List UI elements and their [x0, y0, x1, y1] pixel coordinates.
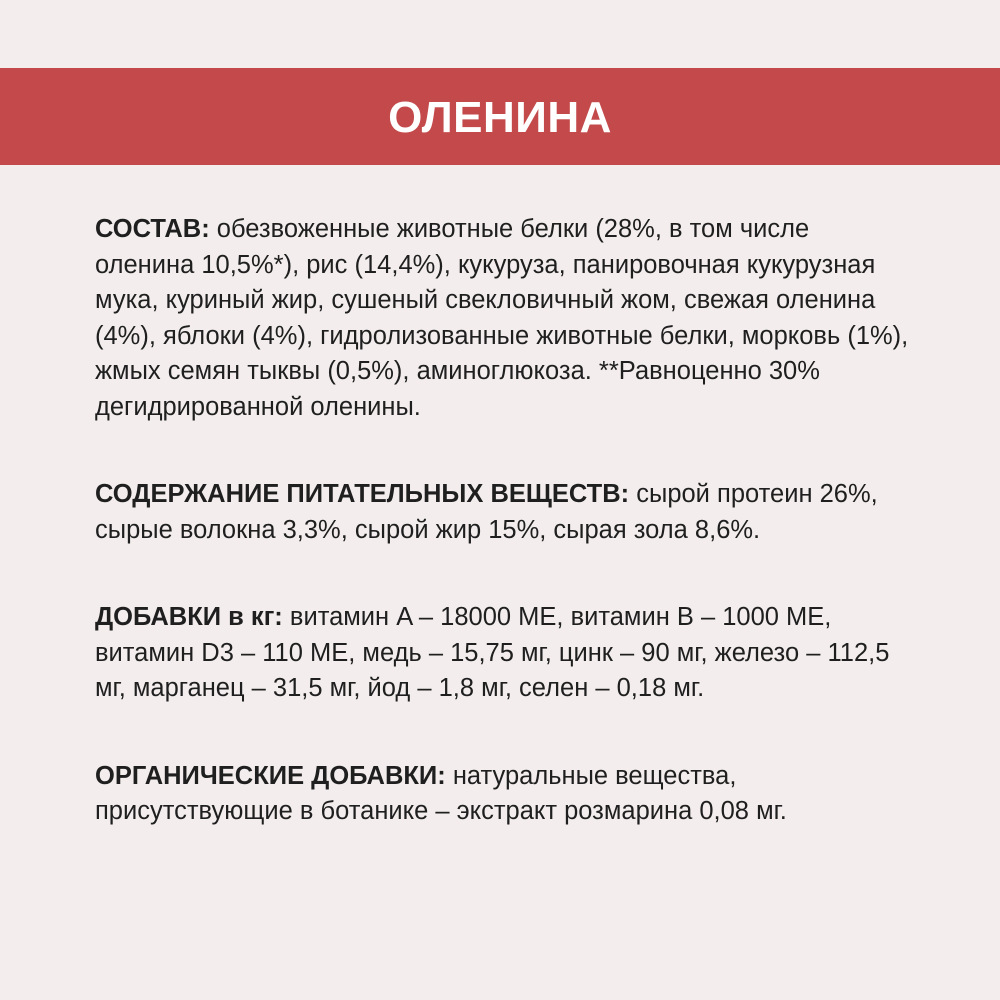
- organic-additives-section: [95, 759, 915, 830]
- title-banner: [0, 68, 1000, 165]
- organic-additives-label: ОРГАНИЧЕСКИЕ ДОБАВКИ:: [95, 761, 446, 790]
- page-title: ОЛЕНИНА: [388, 92, 612, 142]
- composition-label: СОСТАВ:: [95, 215, 210, 243]
- composition-section: [95, 212, 915, 425]
- additives-text: витамин A – 18000 ME, витамин B – 1000 ME, витамин D3 – 110 ME, медь – 15,75 мг, цинк – 90 мг, железо – 112,5 мг, марганец – 31,5 мг, йод – 1,8 мг, селен – 0,18 мг.: [95, 603, 890, 702]
- organic-additives-text: натуральные вещества, присутствующие в ботанике – экстракт розмарина 0,08 мг.: [95, 761, 787, 825]
- additives-label: ДОБАВКИ в кг:: [95, 603, 283, 631]
- nutrients-label: СОДЕРЖАНИЕ ПИТАТЕЛЬНЫХ ВЕЩЕСТВ:: [95, 480, 630, 508]
- composition-text: обезвоженные животные белки (28%, в том числе оленина 10,5%*), рис (14,4%), кукуруза, панировочная кукурузная мука, куриный жир, сушеный свекловичный жом, свежая оленина (4%), яблоки (4%), гидролизованные животные белки, морковь (1%), жмых семян тыквы (0,5%), аминоглюкоза. **Равноценно 30% дегидрированной оленины.: [95, 215, 909, 421]
- nutrients-section: [95, 477, 915, 548]
- additives-section: [95, 600, 915, 707]
- product-description: [95, 212, 915, 882]
- nutrients-text: сырой протеин 26%, сырые волокна 3,3%, сырой жир 15%, сырая зола 8,6%.: [95, 480, 878, 544]
